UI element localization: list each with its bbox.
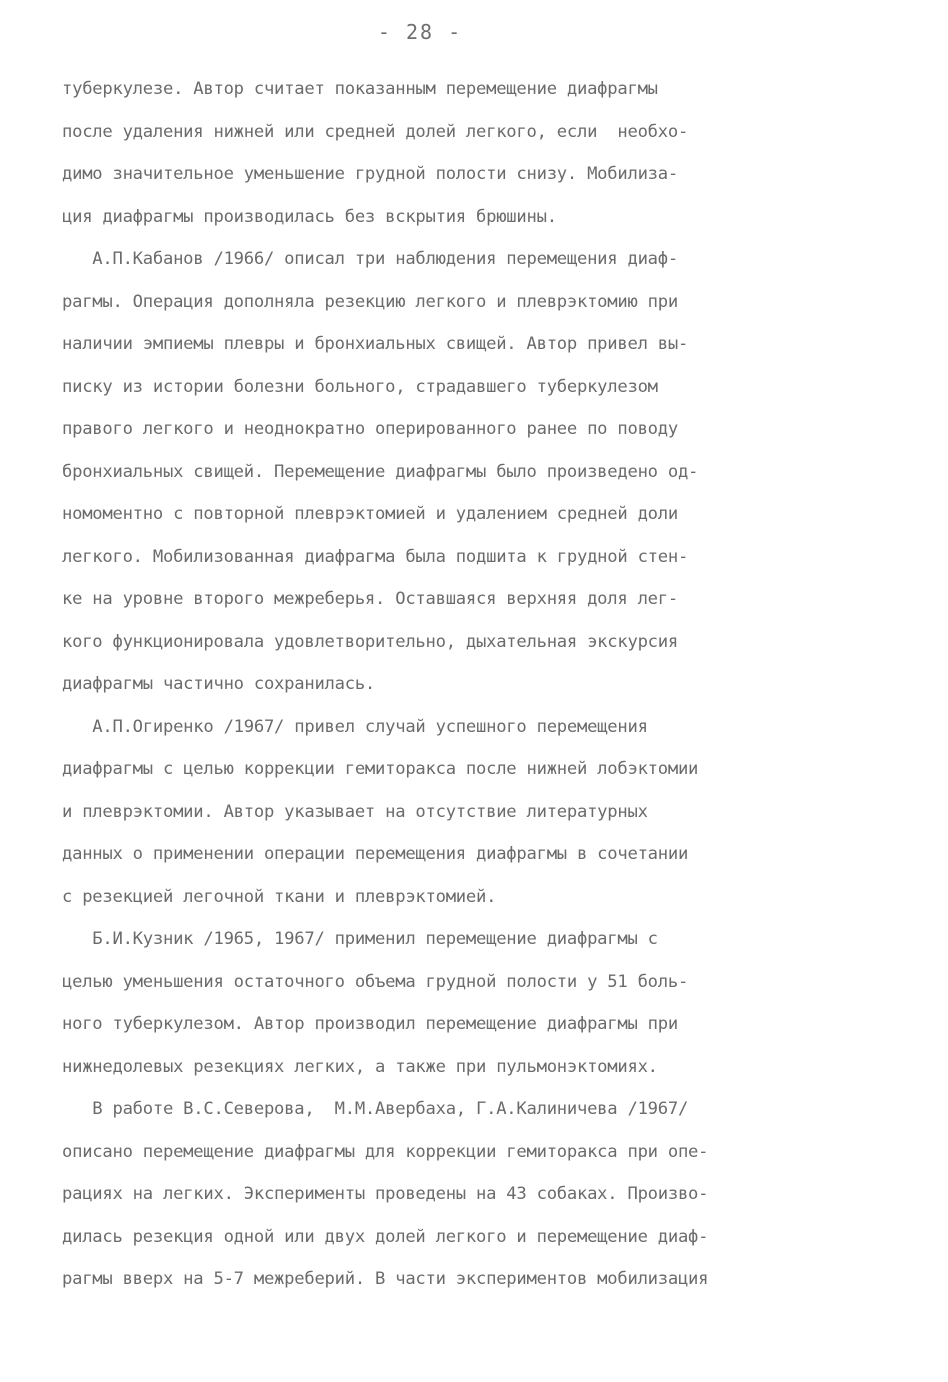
paragraph [62,706,892,919]
text-line: рагмы вверх на 5-7 межреберий. В части экспериментов мобилизация [62,1269,709,1289]
text-line: рациях на легких. Эксперименты проведены на 43 собаках. Произво- [62,1184,709,1204]
text-line: А.П.Огиренко /1967/ привел случай успешного перемещения [62,716,648,737]
text-line: писку из истории болезни больного, страдавшего туберкулезом [62,376,658,397]
text-line: описано перемещение диафрагмы для коррекции гемиторакса при опе- [62,1141,709,1162]
text-line: после удаления нижней или средней долей легкого, если необхо- [62,121,689,142]
text-line: легкого. Мобилизованная диафрагма была подшита к грудной стен- [62,546,689,567]
text-line: диафрагмы с целью коррекции гемиторакса после нижней лобэктомии [62,759,699,779]
page-number: - 28 - [377,20,463,44]
text-line: номоментно с повторной плеврэктомией и удалением средней доли [62,504,678,524]
text-line: Б.И.Кузник /1965, 1967/ применил перемещение диафрагмы с [62,929,658,949]
paragraph [62,68,892,238]
text-line: диафрагмы частично сохранилась. [62,674,376,694]
text-line: А.П.Кабанов /1966/ описал три наблюдения перемещения диаф- [62,249,678,269]
text-line: нижнедолевых резекциях легких, а также при пульмонэктомиях. [62,1056,658,1077]
text-line: В работе В.С.Северова, М.М.Авербаха, Г.А.Калиничева /1967/ [62,1099,689,1119]
text-line: димо значительное уменьшение грудной полости снизу. Мобилиза- [62,164,678,184]
paragraph [62,238,892,706]
document-body [62,68,892,1301]
text-line: ного туберкулезом. Автор производил перемещение диафрагмы при [62,1014,678,1034]
text-line: и плеврэктомии. Автор указывает на отсутствие литературных [62,801,648,822]
text-line: дилась резекция одной или двух долей легкого и перемещение диаф- [62,1226,709,1247]
paragraph [62,918,892,1088]
text-line: кого функционировала удовлетворительно, дыхательная экскурсия [62,631,678,652]
paragraph [62,1088,892,1301]
text-line: целью уменьшения остаточного объема грудной полости у 51 боль- [62,971,689,992]
text-line: ция диафрагмы производилась без вскрытия брюшины. [62,206,557,227]
text-line: бронхиальных свищей. Перемещение диафрагмы было произведено од- [62,461,699,482]
text-line: рагмы. Операция дополняла резекцию легкого и плеврэктомию при [62,291,678,312]
text-line: туберкулезе. Автор считает показанным перемещение диафрагмы [62,79,658,99]
text-line: ке на уровне второго межреберья. Оставшаяся верхняя доля лег- [62,589,678,609]
text-line: данных о применении операции перемещения диафрагмы в сочетании [62,844,689,864]
text-line: правого легкого и неоднократно оперированного ранее по поводу [62,419,678,439]
text-line: с резекцией легочной ткани и плеврэктомией. [62,886,497,907]
text-line: наличии эмпиемы плевры и бронхиальных свищей. Автор привел вы- [62,334,689,354]
